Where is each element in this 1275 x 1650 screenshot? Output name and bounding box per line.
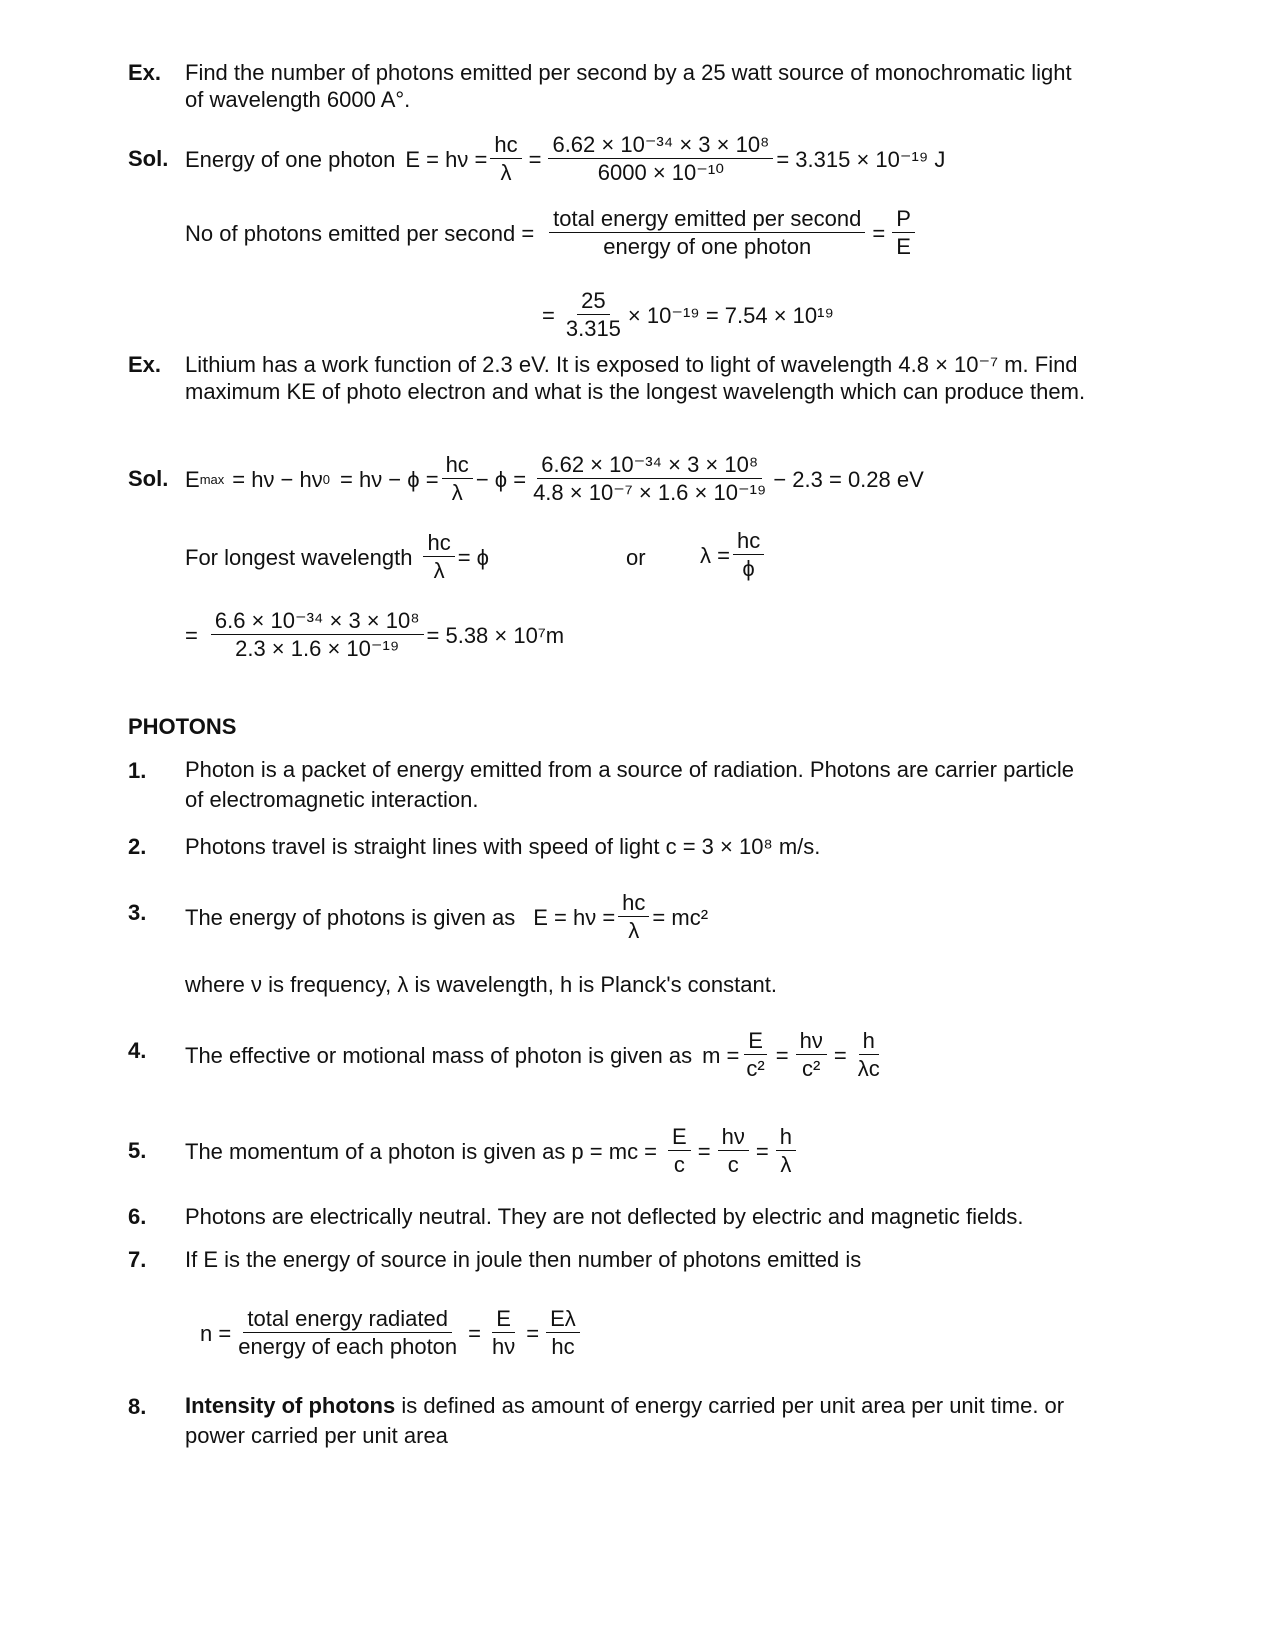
list-item-text: Photons travel is straight lines with speed of light c = 3 × 10⁸ m/s. — [185, 834, 821, 859]
list-item-text: Photons are electrically neutral. They are not deflected by electric and magnetic fields. — [185, 1204, 1024, 1229]
fraction: $\frac{E}{\text{c²}}$ — [742, 1028, 768, 1083]
fraction: $\frac{hc}{\phi}$ — [733, 528, 764, 583]
sol2-result: − 2.3 = 0.28 eV — [773, 466, 924, 492]
list-item-equation: n = $\frac{\text{total energy radiated}}{\text{energy of each photon}}$ = $\frac{E}{h\nu}$ = $\frac{E\lambda}{hc}$ — [200, 1306, 583, 1361]
ex2-text-line2: maximum KE of photo electron and what is the longest wavelength which can produce them. — [185, 379, 1086, 404]
fraction: $\frac{h}{\lambda}$ — [776, 1124, 796, 1179]
list-item-number: 6. — [128, 1204, 147, 1229]
fraction: $\frac{\text{total energy emitted per second}}{\text{energy of one photon}}$ — [549, 206, 865, 261]
sol2-calculation: = $\frac{\text{6.6 × 10⁻³⁴ × 3 × 10⁸}}{\text{2.3 × 1.6 × 10⁻¹⁹}}$ = 5.38 × 10⁷m — [185, 608, 565, 661]
sol1-lead: Energy of one photon — [185, 146, 396, 172]
sol2-or: or — [626, 545, 646, 570]
list-item-equation: The energy of photons is given as E = hν = $\frac{hc}{\lambda}$ = mc² — [185, 890, 709, 943]
fraction: $\frac{h\nu}{\text{c²}}$ — [796, 1028, 827, 1083]
list-item-number: 1. — [128, 758, 147, 783]
section-heading: PHOTONS — [128, 714, 237, 739]
list-item-note: where ν is frequency, λ is wavelength, h is Planck's constant. — [185, 972, 777, 997]
fraction: $\frac{P}{E}$ — [892, 206, 915, 261]
list-item-text: Photon is a packet of energy emitted from a source of radiation. Photons are carrier particle of electromagnetic interaction. — [185, 757, 1075, 812]
fraction: $\frac{h\nu}{c}$ — [718, 1124, 749, 1179]
list-item-number: 2. — [128, 834, 147, 859]
ex2-text-line1: Lithium has a work function of 2.3 eV. It is exposed to light of wavelength 4.8 × 10⁻⁷ m. Find — [185, 352, 1078, 377]
fraction: $\frac{25}{3.315}$ — [565, 288, 621, 341]
fraction: $\frac{hc}{\lambda}$ — [423, 530, 454, 585]
fraction: $\frac{hc}{\lambda}$ — [618, 890, 649, 945]
sol2-lambda-equation: λ = $\frac{hc}{\phi}$ — [700, 528, 767, 583]
fraction: $\frac{h}{\lambda c}$ — [857, 1028, 880, 1081]
list-item-equation: The effective or motional mass of photon is given as m = $\frac{E}{\text{c²}}$ = $\frac{h\nu}{\text{c²}}$ = $\frac{h}{\lambda c}$ — [185, 1028, 887, 1083]
ex1-label: Ex. — [128, 60, 162, 85]
sol2-longest-wavelength: For longest wavelength $\frac{hc}{\lambda}$ = ϕ — [185, 530, 489, 583]
ex1-text-line1: Find the number of photons emitted per second by a 25 watt source of monochromatic light — [185, 60, 1072, 85]
list-item-number: 4. — [128, 1038, 147, 1063]
list-item-text: If E is the energy of source in joule then number of photons emitted is — [185, 1247, 862, 1272]
list-item-equation: The momentum of a photon is given as p = mc = $\frac{E}{c}$ = $\frac{h\nu}{c}$ = $\frac{h}{\lambda}$ — [185, 1124, 799, 1179]
fraction: $\frac{E\lambda}{hc}$ — [546, 1306, 580, 1361]
sol1-label: Sol. — [128, 146, 169, 171]
sol1-eq-lhs: E = hν = — [405, 146, 488, 172]
sol1-photon-count: No of photons emitted per second = $\frac{\text{total energy emitted per second}}{\text{energy of one photon}}$ = $\frac{P}{E}$ — [185, 206, 918, 261]
list-item-number: 7. — [128, 1247, 147, 1272]
fraction: $\frac{hc}{\lambda}$ — [442, 452, 473, 507]
list-item-text: Intensity of photons is defined as amount of energy carried per unit area per unit time. or power carried per unit area — [185, 1393, 1065, 1448]
sol2-label: Sol. — [128, 466, 169, 491]
sol1-n-lead: No of photons emitted per second = — [185, 220, 535, 246]
fraction: $\frac{\text{6.62 × 10⁻³⁴ × 3 × 10⁸}}{\text{6000 × 10⁻¹⁰}}$ — [548, 132, 773, 187]
sol1-result: = 3.315 × 10⁻¹⁹ J — [776, 146, 946, 172]
sol1-calculation: = $\frac{25}{3.315}$ × 10⁻¹⁹ = 7.54 × 10¹⁹ — [542, 288, 834, 341]
list-item-number: 8. — [128, 1394, 147, 1419]
fraction: $\frac{E}{h\nu}$ — [492, 1306, 516, 1359]
ex2-label: Ex. — [128, 352, 162, 377]
sol2-kinetic-energy-equation: E max = hν − hν 0 = hν − ϕ = $\frac{hc}{\lambda}$ − ϕ = $\frac{\text{6.62 × 10⁻³⁴ × 3 × 10⁸}}{\text{4.8 × 10⁻⁷ × 1.6 × 10⁻¹⁹}}$ − 2.3 = 0.28 eV — [185, 452, 924, 505]
list-item-number: 3. — [128, 900, 147, 925]
fraction: $\frac{\text{6.6 × 10⁻³⁴ × 3 × 10⁸}}{\text{2.3 × 1.6 × 10⁻¹⁹}}$ — [211, 608, 424, 663]
sol1-energy-equation: Energy of one photon E = hν = $\frac{hc}{\lambda}$ = $\frac{\text{6.62 × 10⁻³⁴ × 3 × 10⁸}}{\text{6000 × 10⁻¹⁰}}$ = 3.315 × 10⁻¹⁹ J — [185, 132, 946, 185]
list-item-number: 5. — [128, 1138, 147, 1163]
sol1-calc-rest: × 10⁻¹⁹ = 7.54 × 10¹⁹ — [627, 302, 834, 328]
intensity-term: Intensity of photons — [185, 1393, 396, 1418]
fraction: $\frac{hc}{\lambda}$ — [490, 132, 521, 187]
fraction: $\frac{\text{total energy radiated}}{\text{energy of each photon}}$ — [238, 1306, 458, 1359]
fraction: $\frac{E}{c}$ — [668, 1124, 691, 1179]
ex1-text-line2: of wavelength 6000 A°. — [185, 87, 411, 112]
fraction: $\frac{\text{6.62 × 10⁻³⁴ × 3 × 10⁸}}{\text{4.8 × 10⁻⁷ × 1.6 × 10⁻¹⁹}}$ — [533, 452, 767, 505]
